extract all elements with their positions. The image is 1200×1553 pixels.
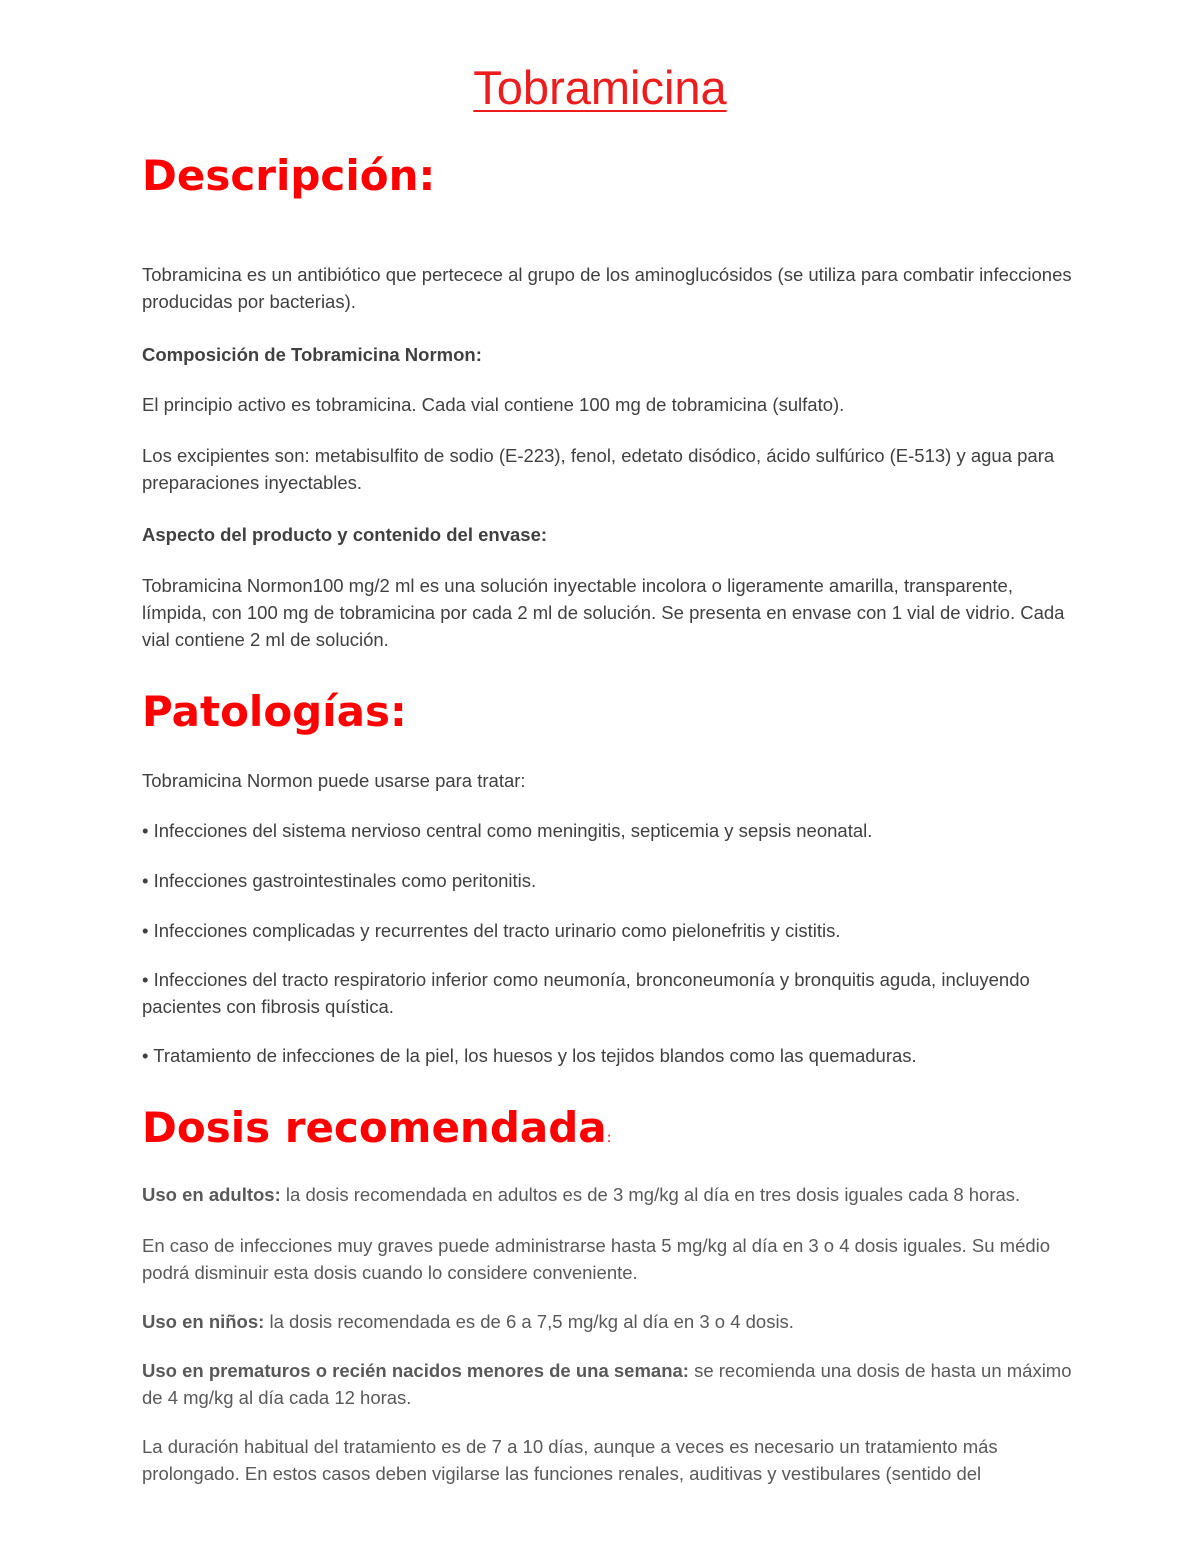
aspecto-heading: Aspecto del producto y contenido del envase: (142, 524, 548, 545)
patologias-intro: Tobramicina Normon puede usarse para tratar: (142, 770, 526, 791)
prematuros-label: Uso en prematuros o recién nacidos menores de una semana: (142, 1360, 689, 1381)
document-title: Tobramicina (473, 61, 727, 114)
composicion-heading: Composición de Tobramicina Normon: (142, 344, 482, 365)
aspecto-text: Tobramicina Normon100 mg/2 ml es una solución inyectable incolora o ligeramente amarilla, transparente, límpida, con 100 mg de tobramicina por cada 2 ml de solución. Se presenta en envase con 1 vial de vidrio. Cada vial contiene 2 ml de solución. (142, 575, 1065, 650)
adultos-text: la dosis recomendada en adultos es de 3 mg/kg al día en tres dosis iguales cada 8 horas. (280, 1184, 1021, 1205)
list-item: • Infecciones del tracto respiratorio inferior como neumonía, bronconeumonía y bronquitis aguda, incluyendo pacientes con fibrosis quística. (142, 969, 1030, 1017)
section-heading-descripcion: Descripción: (142, 151, 436, 200)
dosis-heading-text: Dosis recomendada (142, 1103, 607, 1152)
list-item: • Infecciones gastrointestinales como peritonitis. (142, 870, 537, 891)
dosis-prematuros (142, 1357, 1072, 1411)
prematuros-text: se recomienda una dosis de hasta un máximo de 4 mg/kg al día cada 12 horas. (142, 1360, 1072, 1408)
ninos-text: la dosis recomendada es de 6 a 7,5 mg/kg al día en 3 o 4 dosis. (264, 1311, 794, 1332)
adultos-label: Uso en adultos: (142, 1184, 281, 1205)
dosis-duracion: La duración habitual del tratamiento es de 7 a 10 días, aunque a veces es necesario un tratamiento más prolongado. En estos casos deben vigilarse las funciones renales, auditivas y vestibulares (sentido del (142, 1436, 998, 1484)
list-item: • Infecciones del sistema nervioso central como meningitis, septicemia y sepsis neonatal. (142, 820, 873, 841)
dosis-adultos (142, 1181, 1072, 1208)
excipientes-text: Los excipientes son: metabisulfito de sodio (E-223), fenol, edetato disódico, ácido sulfúrico (E-513) y agua para preparaciones inyectables. (142, 445, 1055, 493)
principio-activo-text: El principio activo es tobramicina. Cada vial contiene 100 mg de tobramicina (sulfato). (142, 394, 845, 415)
dosis-heading-colon: : (606, 1130, 612, 1146)
ninos-label: Uso en niños: (142, 1311, 265, 1332)
list-item: • Tratamiento de infecciones de la piel, los huesos y los tejidos blandos como las quemaduras. (142, 1045, 917, 1066)
descripcion-intro: Tobramicina es un antibiótico que pertecece al grupo de los aminoglucósidos (se utiliza para combatir infecciones producidas por bacterias). (142, 264, 1072, 312)
section-heading-dosis (142, 1100, 611, 1166)
dosis-graves: En caso de infecciones muy graves puede administrarse hasta 5 mg/kg al día en 3 o 4 dosis iguales. Su médio podrá disminuir esta dosis cuando lo considere conveniente. (142, 1235, 1051, 1283)
list-item: • Infecciones complicadas y recurrentes del tracto urinario como pielonefritis y cistitis. (142, 920, 841, 941)
section-heading-patologias: Patologías: (142, 687, 407, 736)
dosis-ninos (142, 1308, 1072, 1335)
